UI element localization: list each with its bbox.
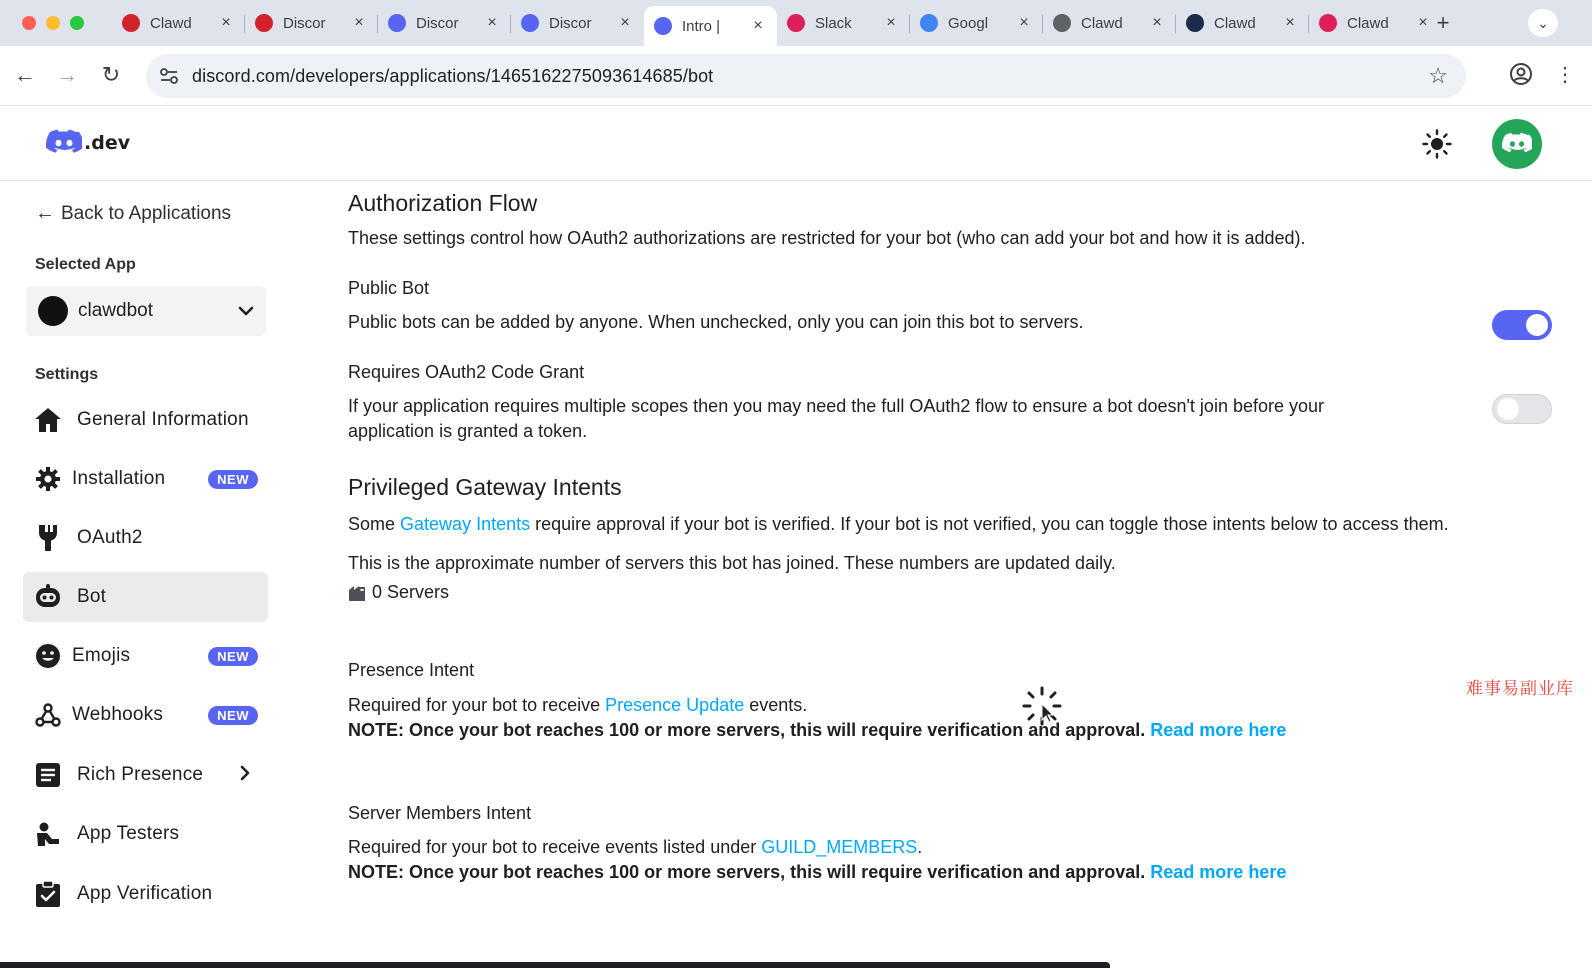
- app-avatar: [38, 296, 68, 326]
- privileged-intents-description: [348, 512, 1449, 537]
- tab-search-chevron-icon[interactable]: ⌄: [1528, 9, 1558, 37]
- tab-favicon-icon: [122, 14, 140, 32]
- discord-avatar-icon: [1502, 132, 1532, 156]
- loading-cursor-icon: [1022, 686, 1062, 726]
- sidebar-item-label: App Testers: [77, 823, 180, 844]
- theme-toggle-sun-icon[interactable]: [1422, 129, 1452, 159]
- tab-title: Clawd: [150, 14, 192, 32]
- code-grant-title: Requires OAuth2 Code Grant: [348, 362, 585, 382]
- tab-title: Intro |: [682, 17, 721, 35]
- robot-icon: [33, 582, 63, 612]
- members-note-text: NOTE: Once your bot reaches 100 or more servers, this will require verification and approval.: [348, 862, 1146, 882]
- watermark-text: 难事易副业库: [1466, 679, 1574, 699]
- servers-count: 0 Servers: [372, 582, 450, 602]
- tab-favicon-icon: [654, 17, 672, 35]
- app-selector-dropdown[interactable]: [26, 286, 266, 336]
- window-maximize-button[interactable]: [70, 16, 84, 30]
- document-icon: [33, 760, 63, 790]
- tab-favicon-icon: [521, 14, 539, 32]
- servers-count-row: [348, 580, 449, 605]
- tab-title: Discor: [283, 14, 326, 32]
- back-arrow-icon[interactable]: ←: [14, 62, 36, 87]
- browser-tab[interactable]: [245, 6, 378, 40]
- tab-title: Discor: [416, 14, 459, 32]
- server-members-intent-title: Server Members Intent: [348, 803, 532, 823]
- tab-close-icon[interactable]: ×: [1152, 14, 1162, 31]
- back-label: Back to Applications: [61, 202, 232, 224]
- browser-tab[interactable]: [511, 6, 644, 40]
- back-arrow-icon: ←: [35, 202, 55, 224]
- authorization-flow-heading: Authorization Flow: [348, 190, 538, 216]
- forward-arrow-icon[interactable]: →: [56, 62, 78, 87]
- tab-favicon-icon: [1053, 14, 1071, 32]
- new-badge: NEW: [208, 470, 258, 489]
- reload-icon[interactable]: ↻: [101, 62, 121, 87]
- tab-title: Clawd: [1214, 14, 1256, 32]
- tab-close-icon[interactable]: ×: [1019, 14, 1029, 31]
- guild-members-link[interactable]: GUILD_MEMBERS: [761, 837, 918, 857]
- browser-tab[interactable]: [1043, 6, 1176, 40]
- public-bot-toggle[interactable]: [1492, 310, 1552, 340]
- logo-text: .dev: [84, 132, 131, 154]
- sidebar-item-label: Installation: [72, 468, 166, 489]
- discord-dev-logo[interactable]: [46, 129, 130, 157]
- window-close-button[interactable]: [22, 16, 36, 30]
- browser-tab[interactable]: [112, 6, 245, 40]
- public-bot-title: Public Bot: [348, 278, 430, 298]
- sidebar-item-oauth2[interactable]: [23, 514, 268, 562]
- presence-note-text: NOTE: Once your bot reaches 100 or more servers, this will require verification and approval.: [348, 720, 1146, 740]
- members-desc-suffix: .: [917, 837, 923, 857]
- intents-desc-prefix: Some: [348, 514, 401, 534]
- tab-title: Clawd: [1347, 14, 1389, 32]
- privileged-intents-heading: Privileged Gateway Intents: [348, 474, 622, 500]
- tab-close-icon[interactable]: ×: [1418, 14, 1428, 31]
- gear-icon: [33, 464, 63, 494]
- tab-title: Googl: [948, 14, 989, 32]
- members-read-more-link[interactable]: Read more here: [1150, 862, 1287, 882]
- tab-title: Clawd: [1081, 14, 1123, 32]
- tab-favicon-icon: [255, 14, 273, 32]
- browser-menu-icon[interactable]: ⋮: [1555, 64, 1575, 86]
- tab-favicon-icon: [1186, 14, 1204, 32]
- browser-tab[interactable]: [777, 6, 910, 40]
- sidebar-item-label: App Verification: [77, 883, 213, 904]
- intents-desc-suffix: require approval if your bot is verified. If your bot is not verified, you can toggle those intents below to access them.: [530, 514, 1449, 534]
- members-desc-prefix: Required for your bot to receive events listed under: [348, 837, 762, 857]
- emoji-icon: [33, 641, 63, 671]
- servers-icon: [348, 584, 366, 601]
- browser-tab[interactable]: [910, 6, 1043, 40]
- selected-app-heading: Selected App: [35, 256, 136, 273]
- tab-close-icon[interactable]: ×: [221, 14, 231, 31]
- new-badge: NEW: [208, 706, 258, 725]
- sidebar-item-label: OAuth2: [77, 527, 143, 548]
- sidebar-item-label: General Information: [77, 409, 249, 430]
- app-name: clawdbot: [78, 300, 153, 321]
- wrench-icon: [33, 523, 63, 553]
- browser-tab-bar: [0, 0, 1592, 46]
- gateway-intents-link[interactable]: Gateway Intents: [400, 514, 531, 534]
- chevron-down-icon: [238, 303, 254, 319]
- presence-desc-suffix: events.: [744, 695, 808, 715]
- tab-close-icon[interactable]: ×: [354, 14, 364, 31]
- public-bot-description: Public bots can be added by anyone. When unchecked, only you can join this bot to servers.: [348, 312, 1084, 332]
- clipboard-check-icon: [33, 879, 63, 909]
- tab-close-icon[interactable]: ×: [487, 14, 497, 31]
- tab-close-icon[interactable]: ×: [886, 14, 896, 31]
- browser-tabs: [112, 6, 1442, 46]
- new-badge: NEW: [208, 647, 258, 666]
- servers-note: This is the approximate number of servers this bot has joined. These numbers are updated daily.: [348, 553, 1116, 573]
- presence-update-link[interactable]: Presence Update: [605, 695, 745, 715]
- authorization-flow-description: These settings control how OAuth2 authorizations are restricted for your bot (who can add your bot and how it is added).: [348, 228, 1306, 248]
- chevron-right-icon: [240, 764, 250, 787]
- code-grant-toggle[interactable]: [1492, 394, 1552, 424]
- browser-tab[interactable]: [644, 6, 777, 46]
- presence-intent-description: [348, 693, 807, 718]
- toggle-knob: [1497, 398, 1519, 420]
- window-minimize-button[interactable]: [46, 16, 60, 30]
- browser-toolbar: [0, 46, 1592, 106]
- discord-logo-icon: [46, 129, 82, 157]
- tab-title: Slack: [815, 14, 852, 32]
- presence-intent-note: [348, 718, 1286, 743]
- sidebar-item-label: Bot: [77, 586, 107, 607]
- code-grant-description-line1: If your application requires multiple scopes then you may need the full OAuth2 flow to ensure a bot doesn't join before your: [348, 396, 1325, 416]
- sidebar-item-label: Webhooks: [72, 704, 164, 725]
- settings-heading: Settings: [35, 366, 99, 383]
- sidebar-item-emojis[interactable]: [23, 632, 268, 680]
- tab-favicon-icon: [920, 14, 938, 32]
- user-avatar[interactable]: [1492, 119, 1542, 169]
- tab-title: Discor: [549, 14, 592, 32]
- tab-favicon-icon: [787, 14, 805, 32]
- back-to-applications-link[interactable]: [35, 202, 231, 225]
- toggle-knob: [1526, 314, 1548, 336]
- server-members-intent-note: [348, 860, 1286, 885]
- bottom-edge-bar: [0, 962, 1110, 968]
- tab-favicon-icon: [1319, 14, 1337, 32]
- tab-close-icon[interactable]: ×: [753, 17, 763, 34]
- user-icon: [33, 819, 63, 849]
- code-grant-description-line2: application is granted a token.: [348, 421, 588, 441]
- sidebar-item-bot[interactable]: [23, 572, 268, 622]
- sidebar: [0, 182, 290, 968]
- profile-icon[interactable]: [1508, 62, 1534, 88]
- tab-close-icon[interactable]: ×: [1285, 14, 1295, 31]
- sidebar-item-app-testers[interactable]: [23, 810, 268, 858]
- dev-portal-header: [0, 107, 1592, 181]
- sidebar-item-rich-presence[interactable]: [23, 751, 268, 799]
- server-members-intent-description: [348, 835, 922, 860]
- sidebar-item-app-verification[interactable]: [23, 870, 268, 918]
- tab-close-icon[interactable]: ×: [620, 14, 630, 31]
- presence-desc-prefix: Required for your bot to receive: [348, 695, 606, 715]
- url-text[interactable]: discord.com/developers/applications/1465162275093614685/bot: [192, 66, 714, 86]
- sidebar-item-installation[interactable]: [23, 455, 268, 503]
- site-settings-icon[interactable]: [158, 65, 180, 87]
- sidebar-item-label: Rich Presence: [77, 764, 204, 785]
- new-tab-button[interactable]: +: [1436, 10, 1450, 35]
- bot-settings-main: [348, 182, 1578, 968]
- bookmark-star-icon[interactable]: ☆: [1428, 63, 1448, 88]
- sidebar-item-webhooks[interactable]: [23, 691, 268, 739]
- presence-read-more-link[interactable]: Read more here: [1150, 720, 1287, 740]
- sidebar-item-label: Emojis: [72, 645, 131, 666]
- home-icon: [33, 405, 63, 435]
- browser-tab[interactable]: [1176, 6, 1309, 40]
- browser-tab[interactable]: [1309, 6, 1442, 40]
- tab-favicon-icon: [388, 14, 406, 32]
- webhook-icon: [33, 700, 63, 730]
- presence-intent-title: Presence Intent: [348, 660, 475, 680]
- browser-tab[interactable]: [378, 6, 511, 40]
- sidebar-item-general-information[interactable]: [23, 396, 268, 444]
- address-bar[interactable]: [146, 54, 1466, 98]
